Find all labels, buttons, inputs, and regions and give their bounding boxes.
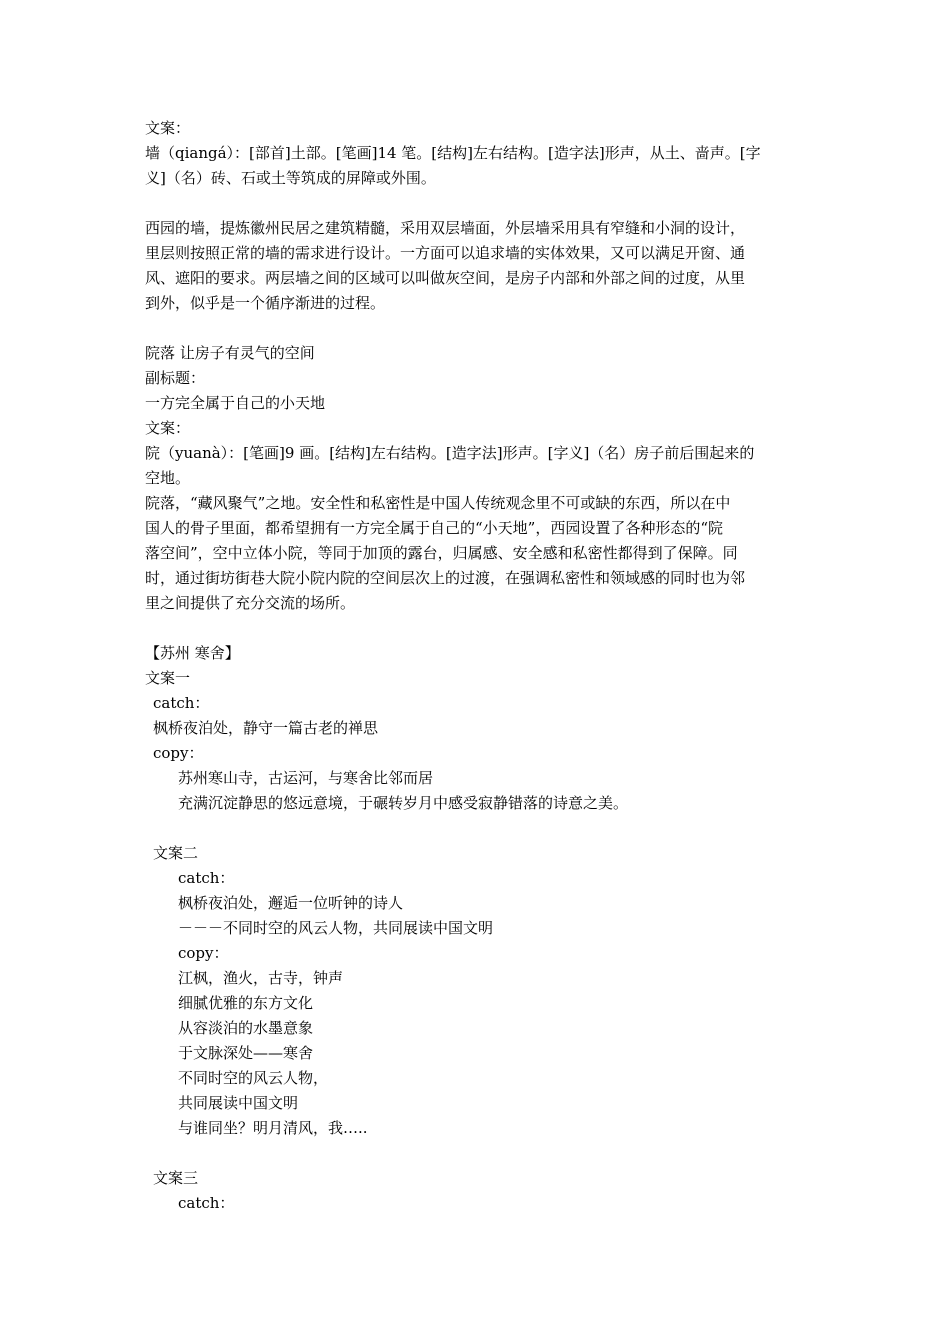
yard-body-line: 落空间”，空中立体小院，等同于加顶的露台，归属感、安全感和私密性都得到了保障。同	[145, 544, 738, 562]
suzhou-title: 【苏州 寒舍】	[145, 644, 240, 662]
yard-body-line: 国人的骨子里面，都希望拥有一方完全属于自己的“小天地”，西园设置了各种形态的“院	[145, 519, 724, 537]
copy1-title: 文案一	[145, 669, 191, 687]
yard-body-line: 院落，“藏风聚气”之地。安全性和私密性是中国人传统观念里不可或缺的东西，所以在中	[145, 494, 731, 512]
wall-definition-line: 墙（qiangá）：[部首]土部。[笔画]14 笔。[结构]左右结构。[造字法]形声，从土、啬声。[字	[145, 144, 761, 162]
copy2-copy-line: 江枫，渔火，古寺，钟声	[178, 969, 344, 987]
copy2-copy-line: 细腻优雅的东方文化	[178, 994, 314, 1012]
copy1-catch: 枫桥夜泊处，静守一篇古老的禅思	[153, 719, 379, 737]
wall-copy-label: 文案：	[145, 119, 191, 137]
copy3-title: 文案三	[153, 1169, 199, 1187]
yard-body-line: 时，通过街坊街巷大院小院内院的空间层次上的过渡，在强调私密性和领域感的同时也为邻	[145, 569, 746, 587]
copy1-copy-line: 苏州寒山寺，古运河，与寒舍比邻而居	[178, 769, 434, 787]
copy2-copy-line: 不同时空的风云人物，	[178, 1069, 329, 1087]
copy2-copy-line: 与谁同坐？明月清风，我…..	[178, 1119, 368, 1137]
yard-body-line: 里之间提供了充分交流的场所。	[145, 594, 356, 612]
wall-definition-line: 义]（名）砖、石或土等筑成的屏障或外围。	[145, 169, 436, 187]
copy2-catch-line: 枫桥夜泊处，邂逅一位听钟的诗人	[178, 894, 404, 912]
copy2-copy-line: 从容淡泊的水墨意象	[178, 1019, 314, 1037]
document-page	[145, 116, 810, 1216]
paragraph-gap	[145, 191, 810, 216]
copy2-copy-label: copy：	[178, 944, 229, 962]
paragraph-gap	[145, 616, 810, 641]
copy1-copy-label: copy：	[153, 744, 204, 762]
yard-definition-line: 空地。	[145, 469, 191, 487]
wall-body-line: 到外，似乎是一个循序渐进的过程。	[145, 294, 386, 312]
copy2-catch-label: catch：	[178, 869, 235, 887]
wall-body-line: 西园的墙，提炼徽州民居之建筑精髓，采用双层墙面，外层墙采用具有窄缝和小洞的设计，	[145, 219, 746, 237]
yard-title: 院落 让房子有灵气的空间	[145, 344, 315, 362]
wall-body-line: 风、遮阳的要求。两层墙之间的区域可以叫做灰空间，是房子内部和外部之间的过度，从里	[145, 269, 746, 287]
copy2-copy-line: 共同展读中国文明	[178, 1094, 299, 1112]
yard-definition-line: 院（yuanà）：[笔画]9 画。[结构]左右结构。[造字法]形声。[字义]（名）房子前后围起来的	[145, 444, 755, 462]
yard-subtitle-label: 副标题：	[145, 369, 206, 387]
yard-subtitle: 一方完全属于自己的小天地	[145, 394, 326, 412]
yard-copy-label: 文案：	[145, 419, 191, 437]
copy1-catch-label: catch：	[153, 694, 210, 712]
copy2-catch-line: －－－不同时空的风云人物，共同展读中国文明	[178, 919, 494, 937]
paragraph-gap	[145, 816, 810, 841]
paragraph-gap	[145, 1141, 810, 1166]
paragraph-gap	[145, 316, 810, 341]
copy2-copy-line: 于文脉深处——寒舍	[178, 1044, 314, 1062]
copy1-copy-line: 充满沉淀静思的悠远意境，于碾转岁月中感受寂静错落的诗意之美。	[178, 794, 629, 812]
wall-body-line: 里层则按照正常的墙的需求进行设计。一方面可以追求墙的实体效果，又可以满足开窗、通	[145, 244, 746, 262]
copy2-title: 文案二	[153, 844, 199, 862]
copy3-catch-label: catch：	[178, 1194, 235, 1212]
